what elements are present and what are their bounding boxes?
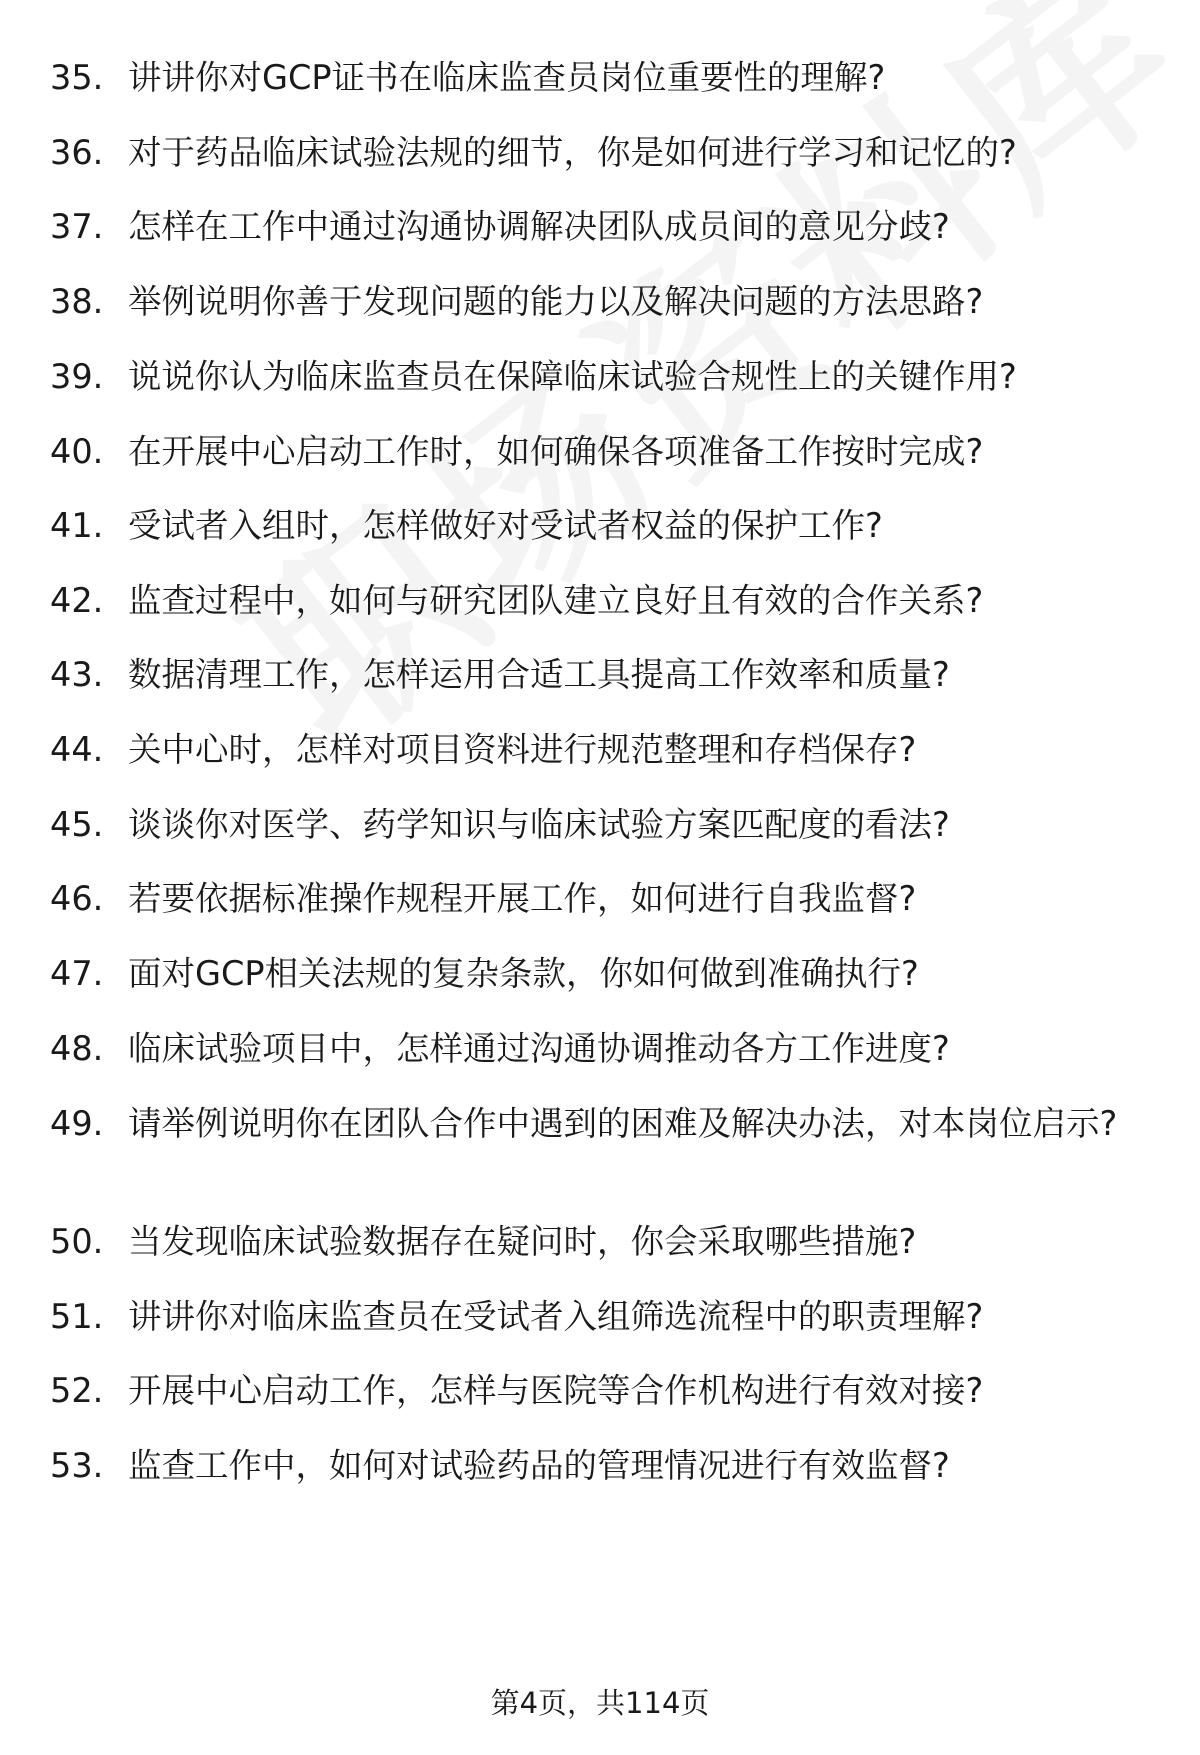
question-item [50, 574, 1160, 627]
question-number: 46. [50, 879, 104, 918]
question-text: 临床试验项目中，怎样通过沟通协调推动各方工作进度? [128, 1029, 950, 1068]
question-number: 40. [50, 432, 104, 471]
question-number: 52. [50, 1371, 104, 1410]
question-text: 当发现临床试验数据存在疑问时，你会采取哪些措施? [128, 1222, 917, 1261]
question-number: 41. [50, 506, 104, 545]
question-number: 44. [50, 730, 104, 769]
question-text: 监查过程中，如何与研究团队建立良好且有效的合作关系? [128, 581, 984, 620]
question-text: 对于药品临床试验法规的细节，你是如何进行学习和记忆的? [128, 133, 1017, 172]
question-text: 请举例说明你在团队合作中遇到的困难及解决办法，对本岗位启示? [128, 1104, 1118, 1143]
question-text: 讲讲你对临床监查员在受试者入组筛选流程中的职责理解? [128, 1297, 984, 1336]
question-number: 47. [50, 954, 104, 993]
question-text: 在开展中心启动工作时，如何确保各项准备工作按时完成? [128, 432, 984, 471]
question-number: 36. [50, 133, 104, 172]
question-text: 若要依据标准操作规程开展工作，如何进行自我监督? [128, 879, 917, 918]
question-number: 42. [50, 581, 104, 620]
question-text: 怎样在工作中通过沟通协调解决团队成员间的意见分歧? [128, 207, 950, 246]
question-text: 说说你认为临床监查员在保障临床试验合规性上的关键作用? [128, 357, 1017, 396]
question-item [50, 648, 1160, 701]
question-item [50, 1364, 1160, 1417]
question-item [50, 1022, 1160, 1075]
question-text: 举例说明你善于发现问题的能力以及解决问题的方法思路? [128, 282, 984, 321]
question-item [50, 350, 1160, 403]
question-number: 37. [50, 207, 104, 246]
question-text: 数据清理工作，怎样运用合适工具提高工作效率和质量? [128, 655, 950, 694]
question-item [50, 275, 1160, 328]
question-text: 开展中心启动工作，怎样与医院等合作机构进行有效对接? [128, 1371, 984, 1410]
question-item [50, 1439, 1160, 1492]
question-item [50, 1097, 1160, 1150]
question-number: 43. [50, 655, 104, 694]
question-text: 关中心时，怎样对项目资料进行规范整理和存档保存? [128, 730, 917, 769]
question-item [50, 947, 1160, 1000]
question-number: 38. [50, 282, 104, 321]
question-item [50, 723, 1160, 776]
question-number: 39. [50, 357, 104, 396]
question-number: 49. [50, 1104, 104, 1143]
question-text: 监查工作中，如何对试验药品的管理情况进行有效监督? [128, 1446, 950, 1485]
question-item [50, 798, 1160, 851]
question-item [50, 51, 1160, 104]
page-footer: 第4页，共114页 [490, 1686, 710, 1720]
question-item [50, 872, 1160, 925]
question-number: 51. [50, 1297, 104, 1336]
question-item [50, 1215, 1160, 1268]
question-number: 45. [50, 805, 104, 844]
question-number: 35. [50, 58, 104, 97]
question-number: 48. [50, 1029, 104, 1068]
question-number: 53. [50, 1446, 104, 1485]
question-text: 谈谈你对医学、药学知识与临床试验方案匹配度的看法? [128, 805, 950, 844]
question-item [50, 126, 1160, 179]
question-item [50, 425, 1160, 478]
question-text: 受试者入组时，怎样做好对受试者权益的保护工作? [128, 506, 883, 545]
question-item [50, 200, 1160, 253]
question-text: 面对GCP相关法规的复杂条款，你如何做到准确执行? [128, 954, 919, 993]
question-item [50, 499, 1160, 552]
question-text: 讲讲你对GCP证书在临床监查员岗位重要性的理解? [128, 58, 886, 97]
question-number: 50. [50, 1222, 104, 1261]
question-item [50, 1290, 1160, 1343]
